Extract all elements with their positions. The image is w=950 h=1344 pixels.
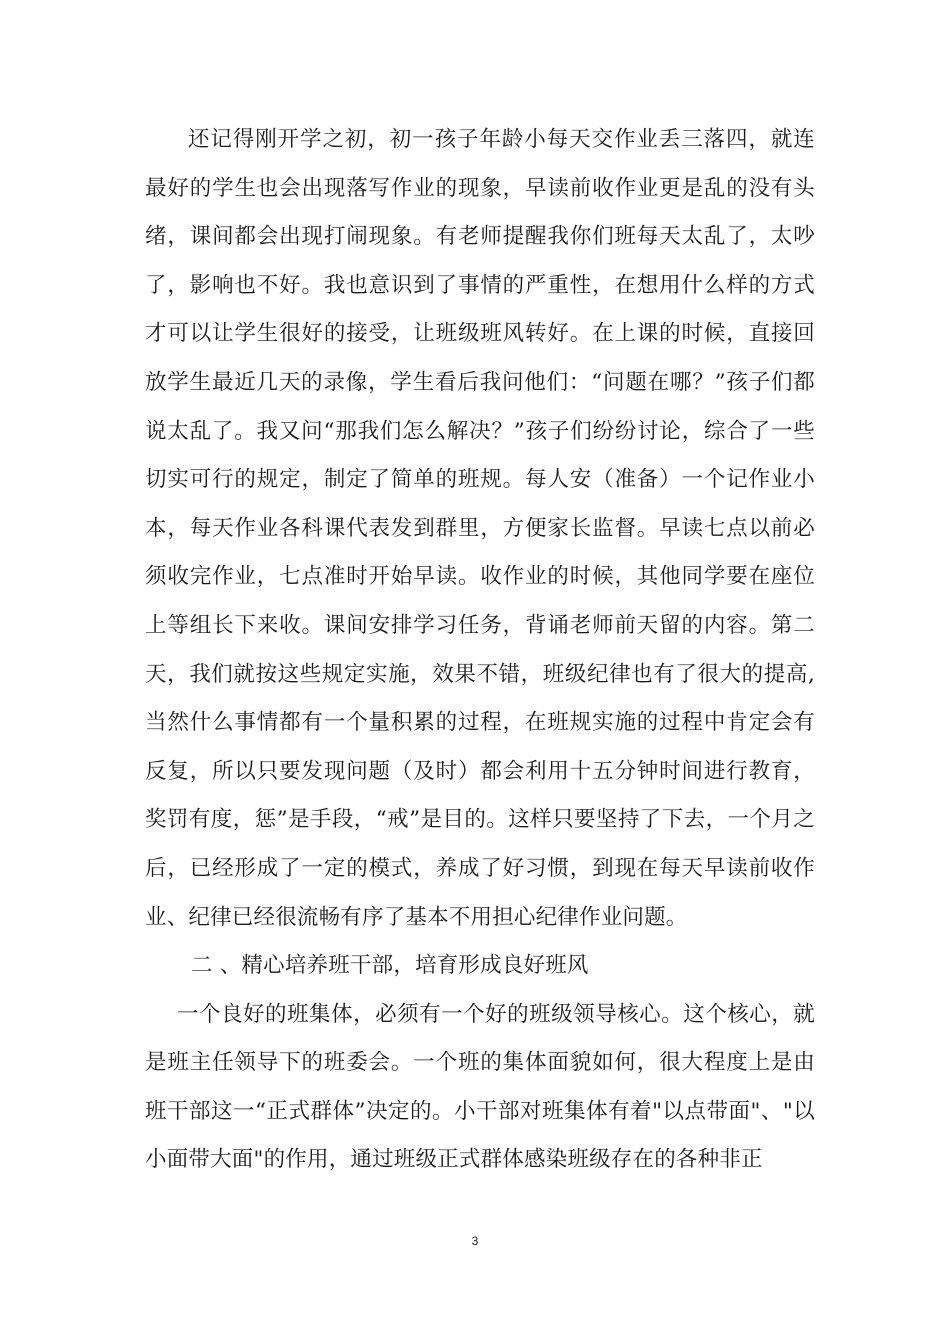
page-number: 3 — [471, 1234, 479, 1248]
section-heading-class-cadres: 二 、精心培养班干部，培育形成良好班风 — [191, 953, 589, 979]
paragraph-class-leadership: 一个良好的班集体，必须有一个好的班级领导核心。这个核心，就是班主任领导下的班委会。一个班的集体面貌如何，很大程度上是由班干部这一“正式群体”决定的。小干部对班集体有着"以点带面"、"以小面带大面"的作用，通过班级正式群体感染班级存在的各种非正 — [145, 1001, 815, 1173]
paragraph-class-rules: 还记得刚开学之初，初一孩子年龄小每天交作业丢三落四，就连最好的学生也会出现落写作业的现象，早读前收作业更是乱的没有头绪，课间都会出现打闹现象。有老师提醒我你们班每天太乱了，太吵了，影响也不好。我也意识到了事情的严重性，在想用什么样的方式才可以让学生很好的接受，让班级班风转好。在上课的时候，直接回放学生最近几天的录像，学生看后我问他们：“问题在哪？”孩子们都说太乱了。我又问“那我们怎么解决？”孩子们纷纷讨论，综合了一些切实可行的规定，制定了简单的班规。每人安（准备）一个记作业小本，每天作业各科课代表发到群里，方便家长监督。早读七点以前必须收完作业，七点准时开始早读。收作业的时候，其他同学要在座位上等组长下来收。课间安排学习任务，背诵老师前天留的内容。第二天，我们就按这些规定实施，效果不错，班级纪律也有了很大的提高,当然什么事情都有一个量积累的过程，在班规实施的过程中肯定会有反复，所以只要发现问题（及时）都会利用十五分钟时间进行教育，奖罚有度，惩”是手段，“戒”是目的。这样只要坚持了下去，一个月之后，已经形成了一定的模式，养成了好习惯，到现在每天早读前收作业、纪律已经很流畅有序了基本不用担心纪律作业问题。 — [145, 127, 815, 930]
document-body — [145, 116, 815, 1185]
